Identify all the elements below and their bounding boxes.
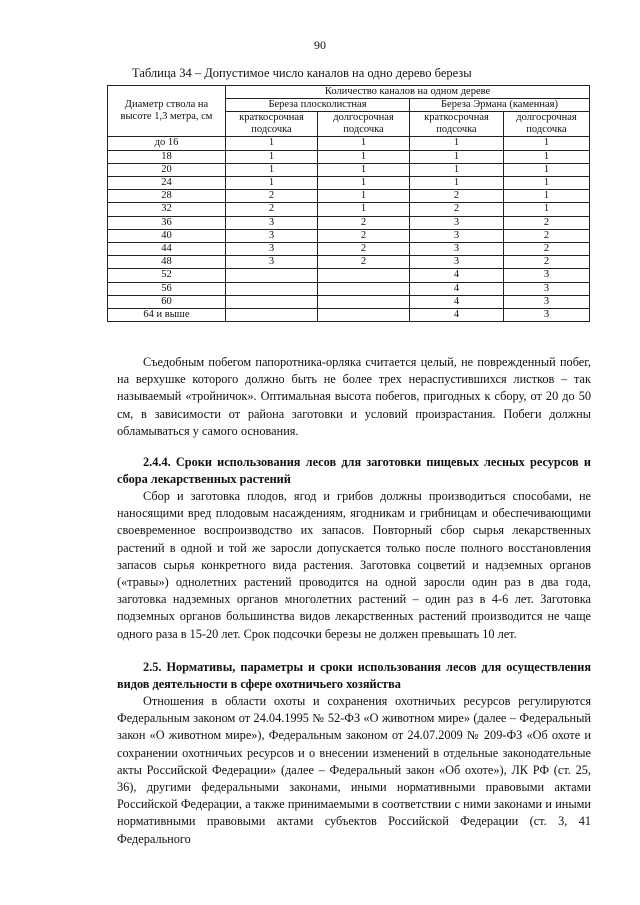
channels-cell: 3 (504, 269, 590, 282)
channels-cell: 3 (410, 216, 504, 229)
channels-cell: 1 (226, 137, 318, 150)
header-long-term-2: долгосрочная подсочка (504, 112, 590, 137)
diameter-cell: 20 (108, 163, 226, 176)
table-row (108, 269, 590, 282)
channels-cell (226, 269, 318, 282)
channels-cell: 3 (504, 295, 590, 308)
channels-cell: 2 (410, 203, 504, 216)
diameter-cell: 18 (108, 150, 226, 163)
channels-cell (226, 309, 318, 322)
section-heading-2-5: 2.5. Нормативы, параметры и сроки использования лесов для осуществления видов деятельности в сфере охотничьего хозяйства (117, 660, 591, 692)
channels-cell: 1 (504, 163, 590, 176)
channels-cell: 4 (410, 269, 504, 282)
channels-cell: 1 (226, 163, 318, 176)
paragraph-fern: Съедобным побегом папоротника-орляка считается целый, не поврежденный побег, на верхушке которого должно быть не более трех нераспустившихся листков – так называемый «тройничок». Оптимальная высота побегов, пригодных к сбору, от 20 до 50 см, в зависимости от района заготовки и условий произрастания. Побеги должны обламываться у самого основания. (117, 355, 591, 438)
channels-cell: 2 (318, 256, 410, 269)
diameter-cell: 60 (108, 295, 226, 308)
channels-cell: 3 (410, 256, 504, 269)
channels-cell: 3 (226, 243, 318, 256)
channels-cell: 2 (318, 243, 410, 256)
channels-cell: 1 (410, 176, 504, 189)
diameter-cell: 52 (108, 269, 226, 282)
diameter-cell: 44 (108, 243, 226, 256)
channels-cell: 1 (226, 150, 318, 163)
diameter-cell: 40 (108, 229, 226, 242)
channels-cell: 2 (318, 216, 410, 229)
table-row (108, 243, 590, 256)
section-heading-2-4-4: 2.4.4. Сроки использования лесов для заготовки пищевых лесных ресурсов и сбора лекарственных растений (117, 455, 591, 487)
channels-cell: 4 (410, 282, 504, 295)
channels-cell: 1 (504, 150, 590, 163)
paragraph-hunting-law: Отношения в области охоты и сохранения охотничьих ресурсов регулируются Федеральным законом от 24.04.1995 № 52-ФЗ «О животном мире» (далее – Федеральный закон «О животном мире»), Федеральным законом от 24.07.2009 № 209-ФЗ «Об охоте и сохранении охотничьих ресурсов и о внесении изменений в отдельные законодательные акты Российской Федерации» (далее – Федеральный закон «Об охоте»), ЛК РФ (ст. 25, 36), другими федеральными законами, иными нормативными правовыми актами Российской Федерации, а также принимаемыми в соответствии с ними законами и иными нормативными правовыми актами субъектов Российской Федерации (ст. 3, 41 Федерального (117, 694, 591, 846)
channels-cell: 4 (410, 295, 504, 308)
header-short-term-2: краткосрочная подсочка (410, 112, 504, 137)
diameter-cell: 64 и выше (108, 309, 226, 322)
header-short-term-1: краткосрочная подсочка (226, 112, 318, 137)
table-row (108, 190, 590, 203)
diameter-cell: 56 (108, 282, 226, 295)
channels-cell: 1 (318, 150, 410, 163)
table-caption: Таблица 34 – Допустимое число каналов на одно дерево березы (132, 66, 472, 80)
channels-cell: 1 (318, 190, 410, 203)
header-diameter: Диаметр ствола на высоте 1,3 метра, см (108, 86, 226, 137)
table-row (108, 203, 590, 216)
channels-cell: 2 (504, 216, 590, 229)
channels-cell: 2 (504, 256, 590, 269)
channels-cell (226, 295, 318, 308)
table-row (108, 137, 590, 150)
channels-cell (318, 282, 410, 295)
header-species-erman: Береза Эрмана (каменная) (410, 99, 590, 112)
diameter-cell: 32 (108, 203, 226, 216)
channels-cell: 1 (318, 137, 410, 150)
channels-cell: 1 (504, 176, 590, 189)
table-row (108, 150, 590, 163)
channels-cell: 3 (226, 216, 318, 229)
channels-cell: 3 (226, 256, 318, 269)
channels-cell: 3 (410, 243, 504, 256)
channels-cell (226, 282, 318, 295)
diameter-cell: 48 (108, 256, 226, 269)
channels-cell: 3 (504, 282, 590, 295)
table-row (108, 295, 590, 308)
channels-cell: 4 (410, 309, 504, 322)
table-row (108, 256, 590, 269)
channels-cell: 2 (226, 203, 318, 216)
header-channels: Количество каналов на одном дереве (226, 86, 590, 99)
header-long-term-1: долгосрочная подсочка (318, 112, 410, 137)
channels-cell: 1 (504, 190, 590, 203)
channels-cell: 1 (318, 203, 410, 216)
channels-cell: 1 (410, 150, 504, 163)
channels-cell: 2 (318, 229, 410, 242)
channels-cell: 2 (504, 229, 590, 242)
channels-cell: 1 (410, 163, 504, 176)
diameter-cell: 36 (108, 216, 226, 229)
bark-channels-table (107, 85, 590, 322)
channels-cell: 3 (226, 229, 318, 242)
channels-cell: 2 (410, 190, 504, 203)
diameter-cell: 28 (108, 190, 226, 203)
channels-cell (318, 295, 410, 308)
channels-cell: 1 (504, 203, 590, 216)
channels-cell: 3 (410, 229, 504, 242)
diameter-cell: до 16 (108, 137, 226, 150)
channels-cell: 1 (226, 176, 318, 189)
table-body (108, 137, 590, 322)
paragraph-collection-rules: Сбор и заготовка плодов, ягод и грибов должны производиться способами, не наносящими вред плодовым насаждениям, ягодникам и грибницам и обеспечивающими своевременное воспроизводство их запасов. Повторный сбор сырья лекарственных растений в одной и той же заросли допускается только после полного восстановления запасов сырья конкретного вида растения. Заготовка соцветий и надземных органов («травы») однолетних растений проводится на одной заросли один раз в два года, заготовка надземных органов многолетних растений – один раз в 4-6 лет. Заготовка подземных органов большинства видов лекарственных растений производится не чаще одного раза в 15-20 лет. Срок подсочки березы не должен превышать 10 лет. (117, 489, 591, 641)
channels-cell: 2 (504, 243, 590, 256)
table-row (108, 282, 590, 295)
table-row (108, 216, 590, 229)
channels-cell (318, 269, 410, 282)
table-row (108, 309, 590, 322)
channels-cell: 1 (318, 163, 410, 176)
channels-cell: 1 (410, 137, 504, 150)
channels-cell: 2 (226, 190, 318, 203)
page-number: 90 (314, 38, 326, 52)
channels-cell: 1 (504, 137, 590, 150)
table-row (108, 229, 590, 242)
header-species-flatleaf: Береза плосколистная (226, 99, 410, 112)
table-row (108, 163, 590, 176)
diameter-cell: 24 (108, 176, 226, 189)
channels-cell (318, 309, 410, 322)
channels-cell: 1 (318, 176, 410, 189)
channels-cell: 3 (504, 309, 590, 322)
table-row (108, 176, 590, 189)
